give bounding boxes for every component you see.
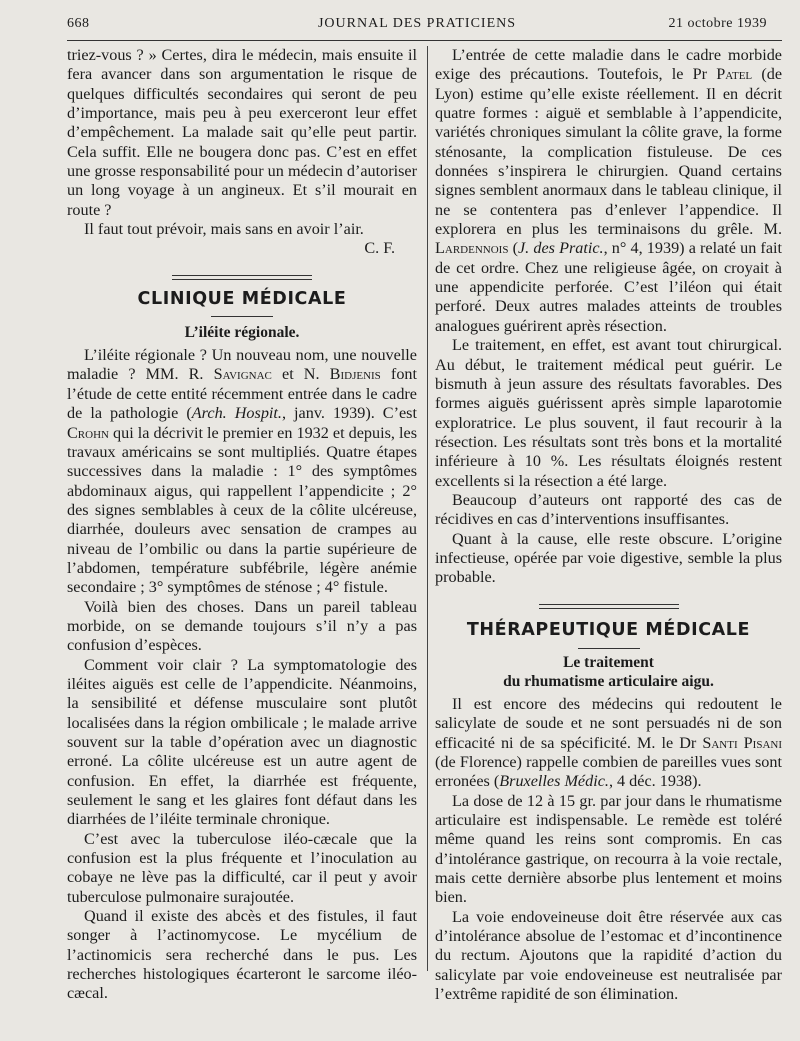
- page-header: [67, 14, 767, 36]
- journal-reference: J. des Pratic.: [518, 239, 604, 258]
- journal-title: JOURNAL DES PRATICIENS: [317, 16, 517, 31]
- article-title: L’iléite régionale.: [184, 324, 300, 342]
- journal-reference: Bruxelles Médic.: [499, 772, 609, 791]
- article-paragraph: La dose de 12 à 15 gr. par jour dans le rhumatisme articulaire est indispensable. Le remède est toléré même quand les reins sont compromis. En cas d’intolérance gastrique, on recourra à la voie rectale, mais cette dernière absorbe plus lentement et moins bien.: [435, 791, 782, 907]
- article-paragraph: La voie endoveineuse doit être réservée aux cas d’intolérance absolue de l’estomac et d’incontinence du rectum. Ajoutons que la rapidité d’action du salicylate par voie endoveineuse est neutralisée par l’extrême rapidité de son élimination.: [435, 907, 782, 1004]
- article-paragraph: C’est avec la tuberculose iléo-cæcale que la confusion est la plus fréquente et l’inoculation au cobaye ne lève pas la difficulté, car il peut y avoir tuberculose pulmonaire surajoutée.: [67, 829, 417, 906]
- author-name: Santi Pisani: [702, 733, 782, 752]
- author-signature: C. F.: [364, 239, 395, 258]
- intro-paragraph: triez-vous ? » Certes, dira le médecin, mais ensuite il fera avancer dans son argumentation le risque de quelques difficultés secondaires qui seront de peu d’importance, mais peu à peu exerceront leur effet d’empêchement. La malade sait qu’elle peut partir. Cela suffit. Elle ne bougera donc pas. C’est en effet une grosse responsabilité pour un médecin d’autoriser un long voyage à un angineux. Et s’il mourait en route ?: [67, 46, 417, 219]
- page-number: 668: [67, 16, 90, 31]
- article-title: Le traitement: [563, 653, 654, 671]
- title-rule: [211, 316, 273, 317]
- author-name: Patel: [716, 65, 753, 84]
- section-divider: [172, 275, 312, 280]
- article-title: du rhumatisme articulaire aigu.: [503, 672, 714, 690]
- article-paragraph: Beaucoup d’auteurs ont rapporté des cas de récidives en cas d’interventions insuffisantes.: [435, 490, 782, 529]
- article-paragraph: Quand il existe des abcès et des fistules, il faut songer à l’actinomycose. Le mycélium de l’actinomicis sera recherché dans le pus. Les recherches histologiques écarteront le sarcome iléo-cæcal.: [67, 907, 417, 1003]
- article-paragraph: Le traitement, en effet, est avant tout chirurgical. Au début, le traitement médical peut guérir. Le bismuth à jeun assure des résultats favorables. Des formes aiguës guérissent après simple laparotomie exploratrice. Le plus souvent, il faut recourir à la résection. Les résultats sont très bons et la mortalité inférieure à 10 %. Les résultats éloignés restent excellents si la résection a été large.: [435, 336, 782, 490]
- intro-paragraph: Il faut tout prévoir, mais sans en avoir l’air.: [84, 220, 364, 239]
- author-name: Savignac: [213, 365, 272, 384]
- right-column: [435, 46, 782, 1004]
- column-divider: [427, 46, 428, 971]
- section-title: CLINIQUE MÉDICALE: [137, 288, 347, 309]
- left-column: [67, 46, 417, 1004]
- journal-reference: Arch. Hospit.: [191, 404, 282, 423]
- issue-date: 21 octobre 1939: [668, 16, 767, 31]
- header-rule: [67, 40, 782, 41]
- article-paragraph: Il est encore des médecins qui redoutent le salicylate de soude et ne sont persuadés ni de son efficacité ni de sa spécificité. M. le Dr Santi Pisani (de Florence) rappelle combien de pareilles vues sont erronées (Bruxelles Médic., 4 déc. 1938).: [435, 694, 782, 791]
- section-divider: [539, 604, 679, 609]
- author-name: Lardennois: [435, 239, 509, 258]
- article-paragraph: L’entrée de cette maladie dans le cadre morbide exige des précautions. Toutefois, le Pr Patel (de Lyon) estime qu’elle existe réellement. Il en décrit quatre formes : aiguë et semblable à l’appendicite, variétés chroniques simulant la côlite grave, la forme sténosante, la complication fistuleuse. De ces données s’inspirera le chirurgien. Quand certains signes semblent anormaux dans le tableau clinique, il ne se contentera pas d’enlever l’appendice. Il explorera en plus les terminaisons du grêle. M. Lardennois (J. des Pratic., n° 4, 1939) a relaté un fait de cet ordre. Chez une religieuse âgée, on croyait à une appendicite perforée. C’est l’iléon qui était perforé. Deux autres malades atteints de troubles analogues guérirent après résection.: [435, 46, 783, 335]
- article-paragraph: Voilà bien des choses. Dans un pareil tableau morbide, on se demande toujours s’il n’y a pas confusion d’espèces.: [67, 597, 417, 655]
- article-paragraph: Quant à la cause, elle reste obscure. L’origine infectieuse, opérée par voie digestive, semble la plus probable.: [435, 529, 782, 587]
- title-rule: [578, 648, 640, 649]
- author-name: Crohn: [67, 423, 109, 442]
- article-paragraph: Comment voir clair ? La symptomatologie des iléites aiguës est celle de l’appendicite. Néanmoins, la sensibilité et défense musculaire sont plutôt localisées dans la région ombilicale ; le malade arrive souvent sur la table d’opération avec un diagnostic erroné. La côlite ulcéreuse est un autre agent de confusion. En effet, la diarrhée est fréquente, seulement le sang et les glaires font défaut dans les diarrhées de l’iléite terminale chronique.: [67, 655, 417, 829]
- author-name: Bidjenis: [329, 365, 381, 384]
- section-title: THÉRAPEUTIQUE MÉDICALE: [466, 619, 751, 640]
- article-paragraph: L’iléite régionale ? Un nouveau nom, une nouvelle maladie ? MM. R. Savignac et N. Bidjenis font l’étude de cette entité récemment entrée dans le cadre de la pathologie (Arch. Hospit., janv. 1939). C’est Crohn qui la décrivit le premier en 1932 et depuis, les travaux américains se sont multipliés. Quatre étapes successives dans la maladie : 1° des symptômes abdominaux aigus, qui rappellent l’appendicite ; 2° des signes semblables à ceux de la côlite ulcéreuse, diarrhée, douleurs avec sensation de crampes au niveau de l’ombilic ou dans la partie supérieure de l’abdomen, température subfébrile, légère anémie secondaire ; 3° symptômes de sténose ; 4° fistule.: [67, 346, 418, 597]
